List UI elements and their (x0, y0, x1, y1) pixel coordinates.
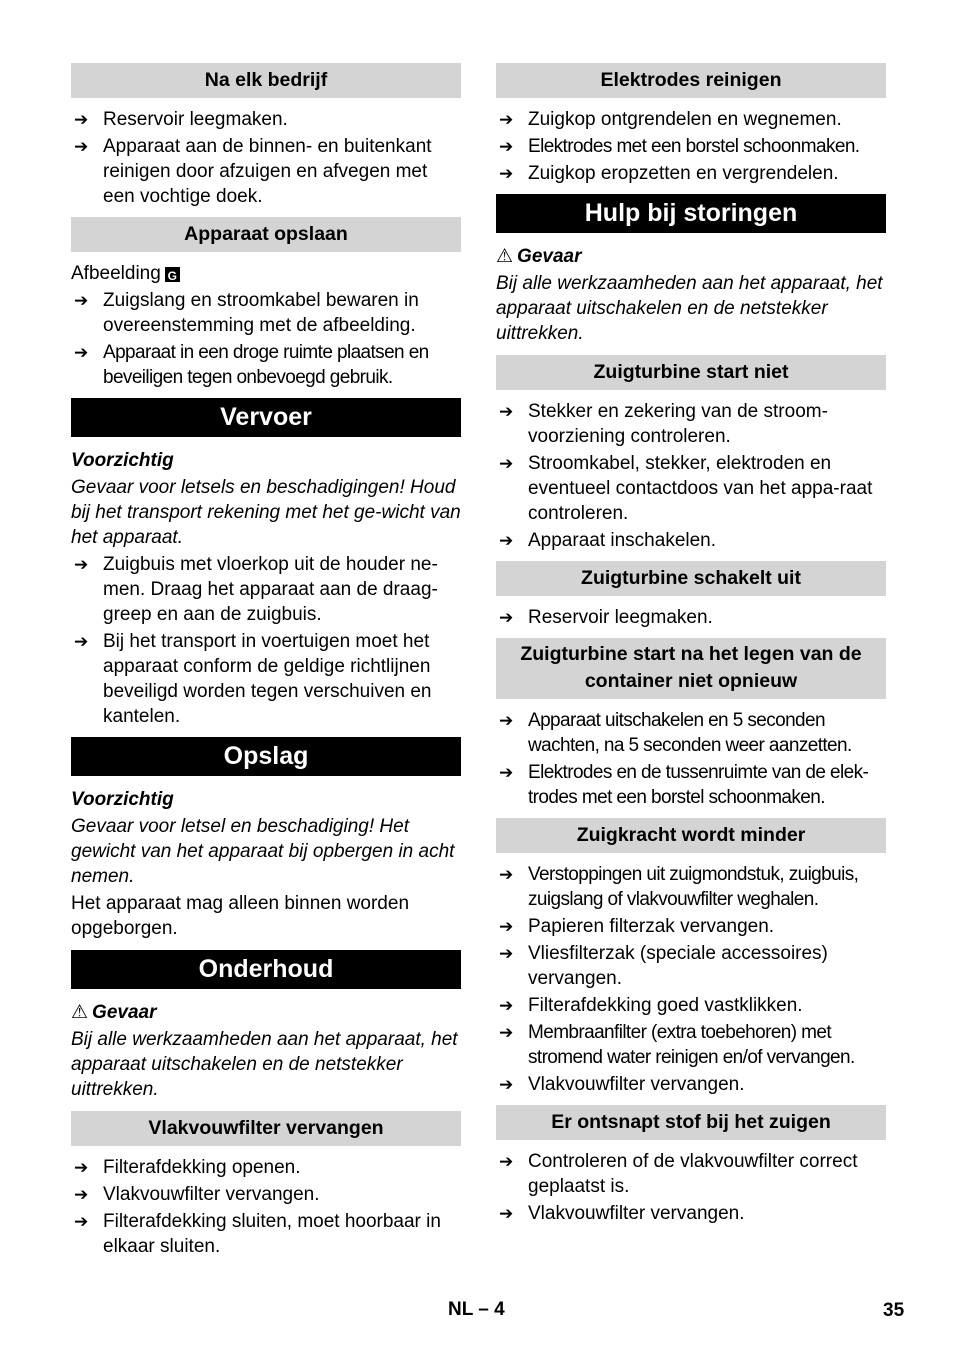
list-item: ➔ Zuigkop eropzetten en vergrendelen. (499, 163, 839, 184)
list-item: ➔ Controleren of de vlakvouwfilter correct geplaatst is. (499, 1151, 858, 1197)
arrow-right-icon: ➔ (74, 1212, 89, 1231)
arrow-right-icon: ➔ (499, 1152, 514, 1171)
arrow-right-icon: ➔ (499, 944, 514, 963)
heading-start-niet: Zuigturbine start niet (496, 355, 886, 390)
arrow-right-icon: ➔ (74, 1185, 89, 1204)
left-column (71, 63, 461, 1267)
heading-opslag: Opslag (71, 737, 461, 776)
arrow-right-icon: ➔ (499, 865, 513, 884)
figure-reference: Afbeelding G (71, 261, 461, 286)
arrow-right-icon: ➔ (499, 1204, 514, 1223)
warning-triangle-icon: ⚠ (496, 246, 514, 267)
danger-text: Bij alle werkzaamheden aan het apparaat, het apparaat uitschakelen en de netstekker uittrekken. (496, 273, 883, 344)
list-item: ➔ Bij het transport in voertuigen moet het apparaat conform de geldige richtlijnen beveiligd worden tegen verschuiven en kantelen. (74, 631, 432, 727)
arrow-right-icon: ➔ (499, 996, 514, 1015)
arrow-right-icon: ➔ (499, 531, 514, 550)
figure-badge: G (165, 267, 180, 282)
footer-page-number: 35 (883, 1300, 905, 1321)
list-zuigkracht (496, 862, 886, 1097)
list-vlakvouwfilter (71, 1155, 461, 1259)
list-item: ➔ Vlakvouwfilter vervangen. (499, 1074, 745, 1095)
list-item: ➔ Filterafdekking goed vastklikken. (499, 995, 803, 1016)
list-na-legen (496, 708, 886, 810)
arrow-right-icon: ➔ (74, 110, 89, 129)
list-item: ➔ Stekker en zekering van de stroom-voorziening controleren. (499, 401, 828, 447)
list-item: ➔ Papieren filterzak vervangen. (499, 916, 775, 937)
heading-apparaat-opslaan: Apparaat opslaan (71, 217, 461, 252)
list-na-elk-bedrijf (71, 107, 461, 209)
arrow-right-icon: ➔ (74, 632, 89, 651)
list-item: ➔ Filterafdekking openen. (74, 1157, 301, 1178)
arrow-right-icon: ➔ (499, 711, 513, 730)
caution-text: Gevaar voor letsels en beschadigingen! Houd bij het transport rekening met het ge-wicht van het apparaat. (71, 477, 461, 548)
arrow-right-icon: ➔ (499, 137, 513, 156)
arrow-right-icon: ➔ (74, 291, 89, 310)
heading-vlakvouwfilter: Vlakvouwfilter vervangen (71, 1111, 461, 1146)
caution-text: Gevaar voor letsel en beschadiging! Het gewicht van het apparaat bij opbergen in acht nemen. (71, 816, 455, 887)
caution-title: Voorzichtig (71, 450, 174, 471)
arrow-right-icon: ➔ (499, 164, 514, 183)
list-item: ➔ Vlakvouwfilter vervangen. (74, 1184, 320, 1205)
heading-vervoer: Vervoer (71, 398, 461, 437)
list-item: ➔ Zuigkop ontgrendelen en wegnemen. (499, 109, 842, 130)
heading-hulp-bij-storingen: Hulp bij storingen (496, 194, 886, 233)
heading-na-elk-bedrijf: Na elk bedrijf (71, 63, 461, 98)
warning-triangle-icon: ⚠ (71, 1002, 89, 1023)
list-item: ➔ Vliesfilterzak (speciale accessoires) vervangen. (499, 943, 828, 989)
list-stof (496, 1149, 886, 1226)
danger-text: Bij alle werkzaamheden aan het apparaat, het apparaat uitschakelen en de netstekker uittrekken. (71, 1029, 458, 1100)
list-item: ➔ Apparaat in een droge ruimte plaatsen en beveiligen tegen onbevoegd gebruik. (74, 342, 429, 388)
arrow-right-icon: ➔ (499, 1023, 513, 1042)
list-vervoer (71, 552, 461, 729)
list-item: ➔ Elektrodes en de tussenruimte van de elek-trodes met een borstel schoonmaken. (499, 762, 869, 808)
arrow-right-icon: ➔ (499, 917, 514, 936)
list-item: ➔ Zuigbuis met vloerkop uit de houder ne-men. Draag het apparaat aan de draag-greep en aan de zuigbuis. (74, 554, 438, 625)
list-item: ➔ Reservoir leegmaken. (74, 109, 288, 130)
heading-onderhoud: Onderhoud (71, 950, 461, 989)
heading-na-legen: Zuigturbine start na het legen van de container niet opnieuw (496, 638, 886, 699)
heading-zuigkracht: Zuigkracht wordt minder (496, 818, 886, 853)
arrow-right-icon: ➔ (499, 454, 514, 473)
arrow-right-icon: ➔ (74, 555, 89, 574)
heading-schakelt-uit: Zuigturbine schakelt uit (496, 561, 886, 596)
list-elektrodes (496, 107, 886, 186)
list-item: ➔ Verstoppingen uit zuigmondstuk, zuigbuis, zuigslang of vlakvouwfilter weghalen. (499, 864, 859, 910)
arrow-right-icon: ➔ (499, 763, 513, 782)
list-item: ➔ Reservoir leegmaken. (499, 607, 713, 628)
caution-title: Voorzichtig (71, 789, 174, 810)
list-item: ➔ Apparaat aan de binnen- en buitenkant reinigen door afzuigen en afvegen met een vochtige doek. (74, 136, 432, 207)
storage-note: Het apparaat mag alleen binnen worden opgeborgen. (71, 893, 410, 939)
list-item: ➔ Membraanfilter (extra toebehoren) met stromend water reinigen en/of vervangen. (499, 1022, 855, 1068)
list-item: ➔ Vlakvouwfilter vervangen. (499, 1203, 745, 1224)
arrow-right-icon: ➔ (499, 110, 514, 129)
list-item: ➔ Filterafdekking sluiten, moet hoorbaar in elkaar sluiten. (74, 1211, 441, 1257)
heading-stof: Er ontsnapt stof bij het zuigen (496, 1105, 886, 1140)
arrow-right-icon: ➔ (74, 1158, 89, 1177)
list-apparaat-opslaan (71, 288, 461, 390)
arrow-right-icon: ➔ (499, 1075, 514, 1094)
list-item: ➔ Elektrodes met een borstel schoonmaken. (499, 136, 860, 157)
list-schakelt-uit (496, 605, 886, 630)
arrow-right-icon: ➔ (499, 402, 514, 421)
danger-title: ⚠ Gevaar (496, 246, 582, 267)
list-item: ➔ Zuigslang en stroomkabel bewaren in overeenstemming met de afbeelding. (74, 290, 419, 336)
heading-elektrodes-reinigen: Elektrodes reinigen (496, 63, 886, 98)
danger-title: ⚠ Gevaar (71, 1002, 157, 1023)
arrow-right-icon: ➔ (74, 343, 88, 362)
arrow-right-icon: ➔ (74, 137, 89, 156)
list-item: ➔ Stroomkabel, stekker, elektroden en eventueel contactdoos van het appa-raat controleren. (499, 453, 873, 524)
list-item: ➔ Apparaat uitschakelen en 5 seconden wachten, na 5 seconden weer aanzetten. (499, 710, 852, 756)
list-start-niet (496, 399, 886, 553)
arrow-right-icon: ➔ (499, 608, 514, 627)
right-column (496, 63, 886, 1234)
footer-language-page: NL – 4 (448, 1299, 505, 1320)
list-item: ➔ Apparaat inschakelen. (499, 530, 717, 551)
